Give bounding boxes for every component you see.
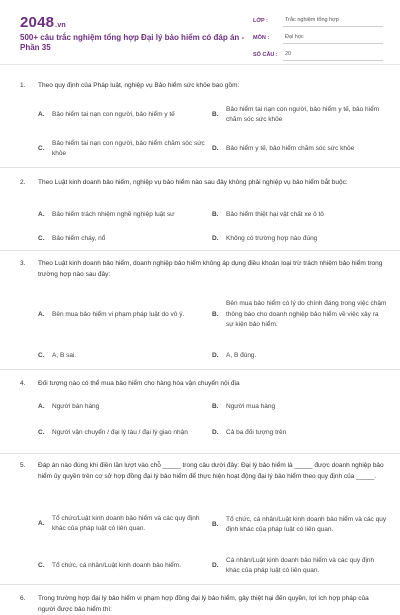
option-letter: D.	[212, 234, 219, 242]
option-letter: B.	[212, 520, 219, 528]
option-letter: A.	[38, 402, 45, 410]
option-letter: A.	[38, 519, 45, 527]
option-c[interactable]	[38, 350, 208, 362]
option-text: Bảo hiểm cháy, nổ	[52, 234, 106, 242]
question-text: Đối tượng nào có thể mua bảo hiểm cho hàng hóa vận chuyển nội địa	[38, 380, 240, 387]
option-letter: C.	[38, 428, 45, 436]
document-meta	[253, 11, 383, 62]
option-a[interactable]	[38, 304, 208, 326]
option-text: A, B sai.	[52, 351, 77, 359]
option-text: Không có trường hợp nào đúng	[226, 234, 318, 242]
option-text: Cả ba đối tượng trên	[226, 428, 287, 436]
option-letter: D.	[212, 351, 219, 359]
option-text: Cá nhân/Luật kinh doanh bảo hiểm và các quy định khác của pháp luật có liên quan.	[226, 556, 375, 574]
meta-row-count	[253, 45, 383, 61]
option-b[interactable]	[212, 290, 387, 340]
option-d[interactable]	[212, 138, 387, 160]
option-letter: B.	[212, 210, 219, 218]
question-divider	[0, 167, 400, 168]
option-letter: D.	[212, 428, 219, 436]
option-text: Bên mua bảo hiểm có lý do chính đáng trong việc chậm thông báo cho doanh nghiệp bảo hiểm về việc xảy ra sự kiện bảo hiểm.	[226, 300, 387, 329]
question-text: Theo Luật kinh doanh bảo hiểm, nghiệp vụ bảo hiểm nào sau đây không phải nghiệp vụ bảo hiểm bắt buộc:	[38, 179, 348, 186]
option-text: Tổ chức, cá nhân/Luật kinh doanh bảo hiểm.	[52, 561, 182, 569]
question-divider	[0, 250, 400, 251]
meta-label: MÔN :	[253, 35, 270, 41]
option-letter: A.	[38, 110, 45, 118]
question-number: 6.	[20, 595, 26, 602]
option-letter: C.	[38, 144, 45, 152]
document-title: 500+ câu trắc nghiệm tổng hợp Đại lý bảo hiểm có đáp án - Phần 35	[20, 33, 245, 52]
option-text: Người bán hàng	[52, 402, 100, 410]
meta-row-class	[253, 11, 383, 27]
option-letter: C.	[38, 561, 45, 569]
option-text: Tổ chức/Luật kinh doanh bảo hiểm và các quy định khác của pháp luật có liên quan.	[52, 514, 200, 532]
option-b[interactable]	[212, 104, 387, 126]
question-text: Trong trường hợp đại lý bảo hiểm vi phạm hợp đồng đại lý bảo hiểm, gây thiệt hại đến quyền, lợi ích hợp pháp của người được bảo hiểm thì:	[38, 595, 369, 613]
option-text: Tổ chức, cá nhân/Luật kinh doanh bảo hiểm và các quy định khác của pháp luật có liên quan.	[226, 515, 387, 533]
option-text: Người mua hàng	[226, 402, 276, 410]
option-d[interactable]	[212, 427, 387, 439]
meta-label: LỚP :	[253, 18, 268, 24]
option-c[interactable]	[38, 233, 208, 245]
option-d[interactable]	[212, 555, 387, 577]
meta-row-subject	[253, 28, 383, 44]
question-number: 2.	[20, 179, 26, 186]
option-letter: D.	[212, 561, 219, 569]
option-text: Bảo hiểm tai nạn con người, bảo hiểm y tế	[52, 110, 175, 118]
site-logo[interactable]: 2048.vn	[20, 14, 66, 31]
question-stem	[20, 80, 385, 91]
question-number: 4.	[20, 380, 26, 387]
option-b[interactable]	[212, 509, 387, 541]
question-text: Đáp án nào đúng khi điền lần lượt vào chỗ _____ trong câu dưới đây: Đại lý bảo hiểm là _____ được doanh nghiệp bảo hiểm ủy quyền trên cơ sở hợp đồng đại lý bảo hiểm để thực hiện hoạt động đại lý bảo hiểm theo quy định của _____.	[38, 462, 384, 480]
option-b[interactable]	[212, 401, 387, 413]
option-a[interactable]	[38, 104, 208, 126]
option-letter: A.	[38, 210, 45, 218]
option-a[interactable]	[38, 209, 208, 221]
option-c[interactable]	[38, 555, 208, 577]
question-stem	[20, 258, 385, 280]
question-number: 3.	[20, 260, 26, 267]
option-text: Bảo hiểm y tế, bảo hiểm chăm sóc sức khỏe	[226, 144, 355, 152]
question-stem	[20, 177, 385, 188]
question-stem	[20, 378, 385, 389]
option-letter: C.	[38, 351, 45, 359]
question-divider	[0, 369, 400, 370]
option-b[interactable]	[212, 209, 387, 221]
option-text: A, B đúng.	[226, 351, 257, 359]
option-a[interactable]	[38, 401, 208, 413]
question-number: 5.	[20, 462, 26, 469]
question-divider	[0, 584, 400, 585]
question-stem	[20, 593, 385, 615]
meta-value: Đại học	[283, 34, 383, 44]
option-d[interactable]	[212, 350, 387, 362]
option-c[interactable]	[38, 422, 208, 444]
question-text: Theo Luật kinh doanh bảo hiểm, doanh nghiệp bảo hiểm không áp dụng điều khoản loại trừ trách nhiệm bảo hiểm trong trường hợp nào sau đây:	[38, 260, 383, 278]
question-text: Theo quy định của Pháp luật, nghiệp vụ Bảo hiểm sức khỏe bao gồm:	[38, 82, 240, 89]
option-c[interactable]	[38, 138, 208, 160]
option-text: Người vận chuyển / đại lý tàu / đại lý giao nhận	[52, 428, 188, 436]
question-divider	[0, 453, 400, 454]
option-text: Bên mua bảo hiểm vi phạm pháp luật do vô ý.	[52, 310, 185, 318]
option-letter: B.	[212, 110, 219, 118]
question-number: 1.	[20, 82, 26, 89]
option-letter: C.	[38, 234, 45, 242]
option-a[interactable]	[38, 513, 208, 535]
option-text: Bảo hiểm tai nạn con người, bảo hiểm y tế, bảo hiểm chăm sóc sức khỏe	[226, 105, 380, 123]
option-letter: D.	[212, 144, 219, 152]
option-text: Bảo hiểm tai nạn con người, bảo hiểm chăm sóc sức khỏe	[52, 139, 205, 157]
option-d[interactable]	[212, 233, 387, 245]
meta-value: 20	[283, 51, 383, 61]
meta-label: SỐ CÂU :	[253, 52, 278, 58]
option-letter: B.	[212, 402, 219, 410]
meta-value: Trắc nghiệm tổng hợp	[283, 17, 383, 27]
option-text: Bảo hiểm trách nhiệm nghề nghiệp luật sư	[52, 210, 175, 218]
option-letter: A.	[38, 310, 45, 318]
question-stem	[20, 460, 385, 482]
page-header	[0, 0, 400, 65]
option-letter: B.	[212, 310, 219, 318]
option-text: Bảo hiểm thiệt hại vật chất xe ô tô	[226, 210, 324, 218]
